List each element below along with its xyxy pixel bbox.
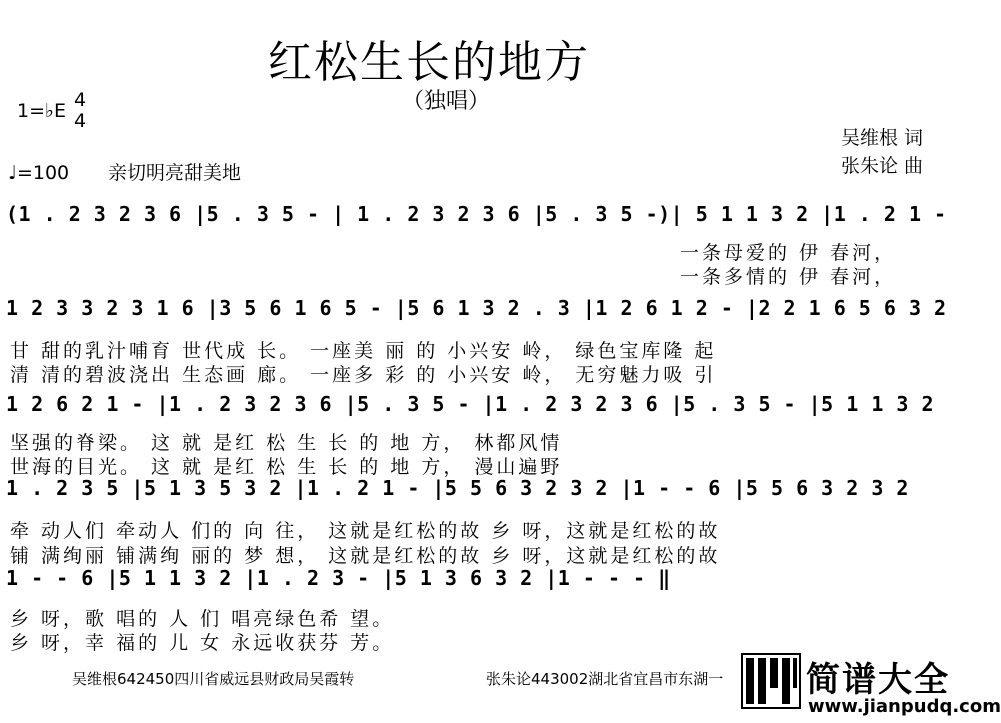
time-signature (74, 90, 86, 132)
lyric-line-3-verse-2: 世海的目光。 这 就 是红 松 生 长 的 地 方， 漫山遍野 (10, 456, 563, 478)
notation-row-2: 1 2 3 3 2 3 1 6 |3 5 6 1 6 5 - |5 6 1 3 2 . 3 |1 2 6 1 2 - |2 2 1 6 5 6 3 2 (6, 296, 947, 320)
lyric-line-1-verse-1: 一条母爱的 伊 春河， (680, 242, 897, 264)
song-title: 红松生长的地方 (268, 37, 590, 88)
logo-title: 简谱大全 (806, 660, 950, 700)
composer-credit: 张朱论 曲 (841, 155, 924, 177)
notation-row-5: 1 - - 6 |5 1 1 3 2 |1 . 2 3 - |5 1 3 6 3 2 |1 - - - ‖ (6, 566, 671, 590)
lyric-line-2-verse-2: 清 清的碧波浇出 生态画 廊。 一座多 彩 的 小兴安 岭， 无穷魅力吸 引 (10, 364, 717, 386)
logo-url: www.jianpudq.com (808, 696, 1001, 717)
lyric-line-5-verse-2: 乡 呀，幸 福的 儿 女 永远收获芬 芳。 (10, 632, 395, 654)
footer-composer-address: 张朱论443002湖北省宜昌市东湖一 (486, 670, 724, 688)
lyric-line-2-verse-1: 甘 甜的乳汁哺育 世代成 长。 一座美 丽 的 小兴安 岭， 绿色宝库隆 起 (10, 340, 717, 362)
lyric-line-1-verse-2: 一条多情的 伊 春河， (680, 266, 897, 288)
lyric-line-4-verse-2: 铺 满绚丽 铺满绚 丽的 梦 想， 这就是红松的故 乡 呀，这就是红松的故 (10, 545, 721, 567)
song-subtitle: （独唱） (402, 89, 491, 114)
notation-row-3: 1 2 6 2 1 - |1 . 2 3 2 3 6 |5 . 3 5 - |1 . 2 3 2 3 6 |5 . 3 5 - |5 1 1 3 2 (6, 392, 935, 416)
notation-row-4: 1 . 2 3 5 |5 1 3 5 3 2 |1 . 2 1 - |5 5 6 3 2 3 2 |1 - - 6 |5 5 6 3 2 3 2 (6, 476, 909, 500)
notation-row-1: (1 . 2 3 2 3 6 |5 . 3 5 - | 1 . 2 3 2 3 6 |5 . 3 5 -)| 5 1 1 3 2 |1 . 2 1 - (6, 202, 947, 226)
expression-mark: 亲切明亮甜美地 (108, 162, 242, 184)
lyric-line-3-verse-1: 坚强的脊梁。 这 就 是红 松 生 长 的 地 方， 林都风情 (10, 432, 563, 454)
tempo-mark: ♩=100 (8, 162, 70, 184)
time-signature-bottom: 4 (74, 110, 87, 132)
key-signature: 1=♭E (17, 100, 66, 122)
footer-lyricist-address: 吴维根642450四川省威远县财政局吴霞转 (72, 670, 355, 688)
lyric-line-5-verse-1: 乡 呀，歌 唱的 人 们 唱亮绿色希 望。 (10, 608, 395, 630)
site-watermark-logo (742, 650, 1001, 720)
lyricist-credit: 吴维根 词 (841, 127, 924, 149)
time-signature-top: 4 (74, 89, 87, 111)
piano-keys-icon (742, 654, 800, 708)
lyric-line-4-verse-1: 牵 动人们 牵动人 们的 向 往， 这就是红松的故 乡 呀，这就是红松的故 (10, 520, 721, 542)
